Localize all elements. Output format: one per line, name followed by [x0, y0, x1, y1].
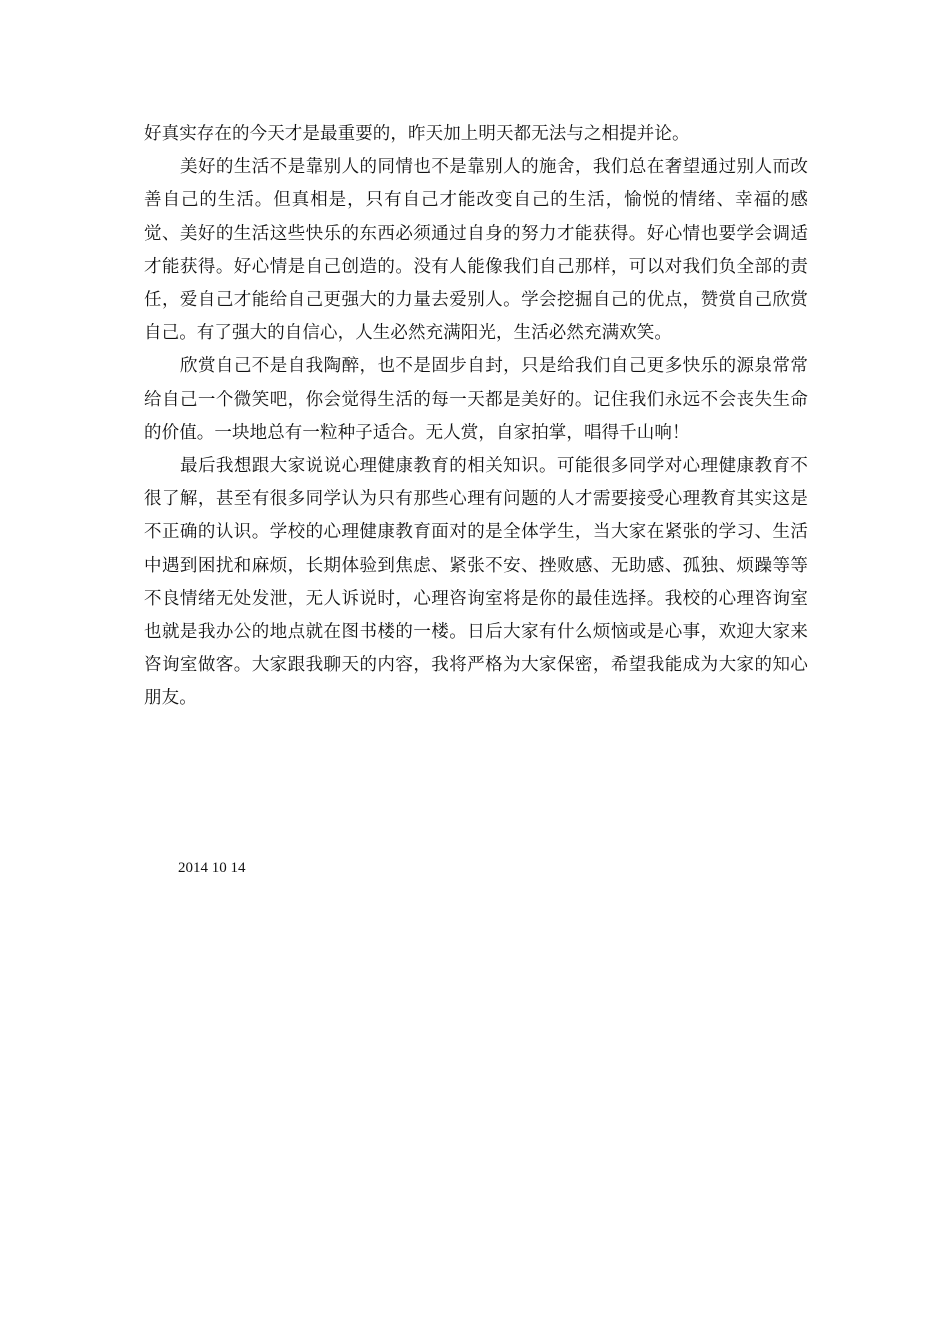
document-date: 2014 10 14 [178, 860, 246, 876]
paragraph-4: 最后我想跟大家说说心理健康教育的相关知识。可能很多同学对心理健康教育不很了解，甚至有很多同学认为只有那些心理有问题的人才需要接受心理教育其实这是不正确的认识。学校的心理健康教育面对的是全体学生，当大家在紧张的学习、生活中遇到困扰和麻烦，长期体验到焦虑、紧张不安、挫败感、无助感、孤独、烦躁等等不良情绪无处发泄，无人诉说时，心理咨询室将是你的最佳选择。我校的心理咨询室也就是我办公的地点就在图书楼的一楼。日后大家有什么烦恼或是心事，欢迎大家来咨询室做客。大家跟我聊天的内容，我将严格为大家保密，希望我能成为大家的知心朋友。 [144, 456, 808, 709]
paragraph-2: 美好的生活不是靠别人的同情也不是靠别人的施舍，我们总在奢望通过别人而改善自己的生活。但真相是，只有自己才能改变自己的生活，愉悦的情绪、幸福的感觉、美好的生活这些快乐的东西必须通过自身的努力才能获得。好心情也要学会调适才能获得。好心情是自己创造的。没有人能像我们自己那样，可以对我们负全部的责任，爱自己才能给自己更强大的力量去爱别人。学会挖掘自己的优点，赞赏自己欣赏自己。有了强大的自信心，人生必然充满阳光，生活必然充满欢笑。 [144, 157, 808, 344]
document-body [144, 118, 808, 716]
paragraph-3: 欣赏自己不是自我陶醉，也不是固步自封，只是给我们自己更多快乐的源泉常常给自己一个微笑吧，你会觉得生活的每一天都是美好的。记住我们永远不会丧失生命的价值。一块地总有一粒种子适合。无人赏，自家拍掌，唱得千山响！ [144, 356, 808, 443]
paragraph-1: 好真实存在的今天才是最重要的，昨天加上明天都无法与之相提并论。 [144, 124, 690, 144]
